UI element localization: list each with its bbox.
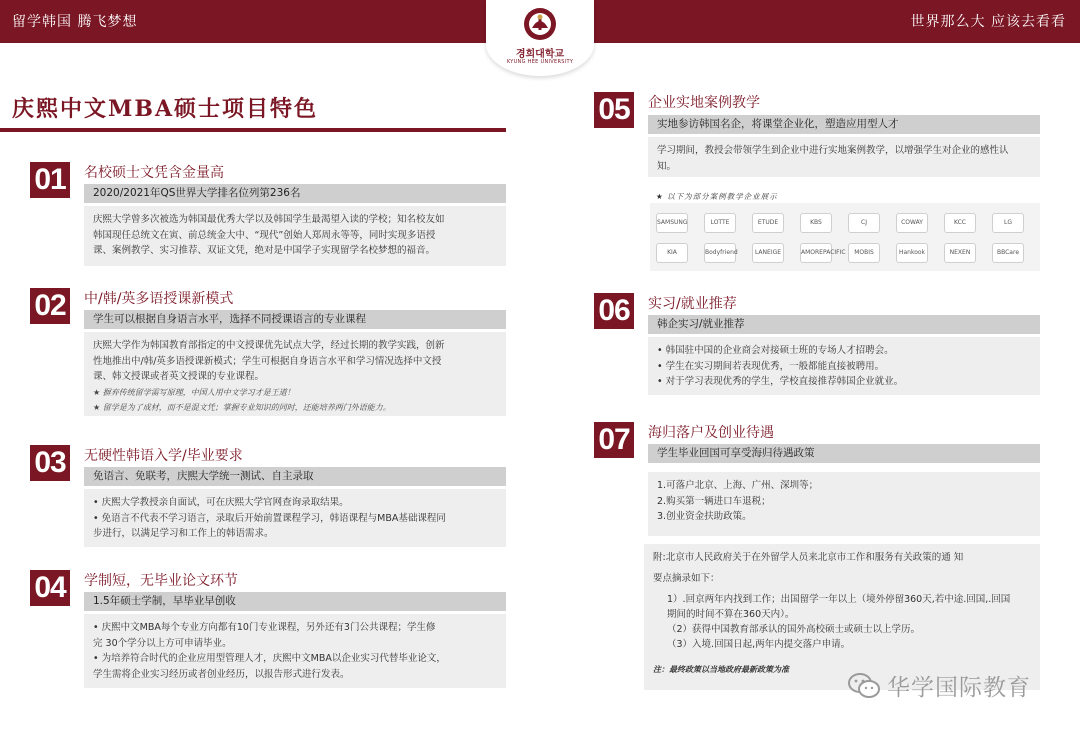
section-body [648, 472, 1040, 536]
company-logo: KBS [800, 213, 832, 233]
section-number: 07 [594, 422, 634, 458]
body-line: • 免语言不代表不学习语言，录取后开始前置课程学习，韩语课程与MBA基础课程同 [93, 512, 446, 524]
company-logo: CJ [848, 213, 880, 233]
section-subtitle-bar: 免语言、免联考，庆熙大学统一测试、自主录取 [84, 467, 506, 486]
section-number: 01 [30, 162, 70, 198]
section-subtitle-bar: 学生毕业回国可享受海归待遇政策 [648, 444, 1040, 463]
watermark-text: 华学国际教育 [887, 675, 1031, 701]
company-logo: Hankook [896, 243, 928, 263]
section-body [84, 614, 506, 688]
title-divider [0, 128, 506, 132]
section-body [648, 337, 1040, 395]
body-line: 性地推出中/韩/英多语授课新模式；学生可根据自身语言水平和学习情况选择中文授 [93, 355, 442, 367]
section-number: 04 [30, 570, 70, 606]
body-note: ★ 留学是为了成材，而不是混文凭；掌握专业知识的同时，还能培养两门外语能力。 [93, 402, 391, 412]
section-subtitle-bar: 2020/2021年QS世界大学排名位列第236名 [84, 184, 506, 203]
notice-item: 期间的时间不算在360天内）。 [667, 609, 795, 620]
company-logo: KCC [944, 213, 976, 233]
section-title: 中/韩/英多语授课新模式 [84, 291, 234, 307]
company-logo: SAMSUNG [656, 213, 688, 233]
page-title: 庆熙中文MBA硕士项目特色 [12, 96, 319, 122]
section-number: 03 [30, 445, 70, 481]
body-line: • 庆熙大学教授亲自面试，可在庆熙大学官网查询录取结果。 [93, 497, 349, 508]
body-line: 课、案例教学、实习推荐、双证文凭，绝对是中国学子实现留学名校梦想的福音。 [93, 245, 436, 256]
wechat-watermark [847, 669, 1031, 702]
company-logo: AMOREPACIFIC [800, 243, 832, 263]
section-subtitle-bar: 韩企实习/就业推荐 [648, 315, 1040, 334]
section-number: 02 [30, 288, 70, 324]
body-line: 3.创业资金扶助政策。 [657, 511, 752, 522]
logo-subtitle: KYUNG HEE UNIVERSITY [506, 59, 574, 65]
section-body [84, 206, 506, 266]
body-line: • 为培养符合时代的企业应用型管理人才，庆熙中文MBA以企业实习代替毕业论文， [93, 653, 446, 664]
notice-footnote: 注：最终政策以当地政府最新政策为准 [653, 665, 789, 674]
body-note: ★ 摒弃传统留学需写原理，中国人用中文学习才是王道！ [93, 387, 295, 397]
slogan-right: 世界那么大 应该去看看 [910, 14, 1066, 30]
notice-item: 1）.回京两年内找到工作；出国留学一年以上（境外停留360天,若中途.回国,.回国 [667, 594, 1011, 605]
university-emblem-icon [522, 6, 558, 42]
body-line: 庆熙大学作为韩国教育部指定的中文授课优先试点大学，经过长期的教学实践，创新 [93, 340, 445, 351]
company-logo: LANEIGE [752, 243, 784, 263]
section-subtitle-bar: 学生可以根据自身语言水平，选择不同授课语言的专业课程 [84, 310, 506, 329]
notice-intro: 要点摘录如下： [653, 573, 720, 584]
section-title: 海归落户及创业待遇 [648, 425, 774, 441]
university-logo [486, 0, 594, 76]
section-title: 企业实地案例教学 [648, 95, 760, 111]
section-title: 无硬性韩语入学/毕业要求 [84, 448, 243, 464]
company-logo: NEXEN [944, 243, 976, 263]
body-line: 1.可落户北京、上海、广州、深圳等； [657, 480, 819, 491]
body-line: • 对于学习表现优秀的学生，学校直接推荐韩国企业就业。 [657, 376, 904, 387]
company-logo: MOBIS [848, 243, 880, 263]
section-subtitle-bar: 1.5年硕士学制，早毕业早创收 [84, 592, 506, 611]
body-line: 2.购买第一辆进口车退税； [657, 495, 771, 507]
company-logo: COWAY [896, 213, 928, 233]
body-line: • 学生在实习期间若表现优秀，一般都能直接被聘用。 [657, 360, 885, 372]
body-line: 学生需将企业实习经历或者创业经历，以报告形式进行发表。 [93, 668, 350, 680]
section-body [84, 489, 506, 547]
wechat-icon [847, 671, 881, 701]
section-body [648, 137, 1040, 177]
section-number: 06 [594, 293, 634, 329]
section-body [84, 332, 506, 416]
section-title: 学制短，无毕业论文环节 [84, 573, 238, 589]
section-title: 名校硕士文凭含金量高 [84, 165, 224, 181]
section-subtitle-bar: 实地参访韩国名企，将课堂企业化，塑造应用型人才 [648, 115, 1040, 134]
body-line: 知。 [657, 160, 677, 172]
company-logo: ETUDE [752, 213, 784, 233]
body-line: 庆熙大学曾多次被选为韩国最优秀大学以及韩国学生最渴望入读的学校；知名校友如 [93, 214, 445, 225]
notice-item: （2）获得中国教育部承认的国外高校硕士或硕士以上学历。 [667, 624, 921, 635]
body-line: 韩国现任总统文在寅、前总统金大中、“现代”创始人郑周永等等，同时实现多语授 [93, 229, 436, 241]
company-logo-grid [650, 203, 1040, 271]
company-logo: Bodyfriend [704, 243, 736, 263]
body-line: 学习期间，教授会带领学生到企业中进行实地案例教学，以增强学生对企业的感性认 [657, 145, 1009, 156]
section-title: 实习/就业推荐 [648, 296, 737, 312]
section-number: 05 [594, 92, 634, 128]
case-companies-label: ★ 以下为部分案例教学企业展示 [656, 192, 778, 201]
body-line: • 韩国驻中国的企业商会对接硕士班的专场人才招聘会。 [657, 345, 894, 356]
notice-item: （3）入境.回国日起,两年内提交落户申请。 [667, 639, 851, 650]
slogan-left: 留学韩国 腾飞梦想 [12, 14, 138, 30]
company-logo: LOTTE [704, 213, 736, 233]
notice-heading: 附:北京市人民政府关于在外留学人员来北京市工作和服务有关政策的通 知 [653, 552, 964, 563]
company-logo: BBCare [992, 243, 1024, 263]
body-line: 课、韩文授课或者英文授课的专业课程。 [93, 371, 265, 382]
body-line: • 庆熙中文MBA每个专业方向都有10门专业课程，另外还有3门公共课程；学生修 [93, 622, 436, 633]
company-logo: LG [992, 213, 1024, 233]
body-line: 步进行，以满足学习和工作上的韩语需求。 [93, 528, 274, 539]
body-line: 完 30个学分以上方可申请毕业。 [93, 637, 232, 649]
company-logo: KIA [656, 243, 688, 263]
logo-name: 경희대학교 [515, 49, 565, 60]
